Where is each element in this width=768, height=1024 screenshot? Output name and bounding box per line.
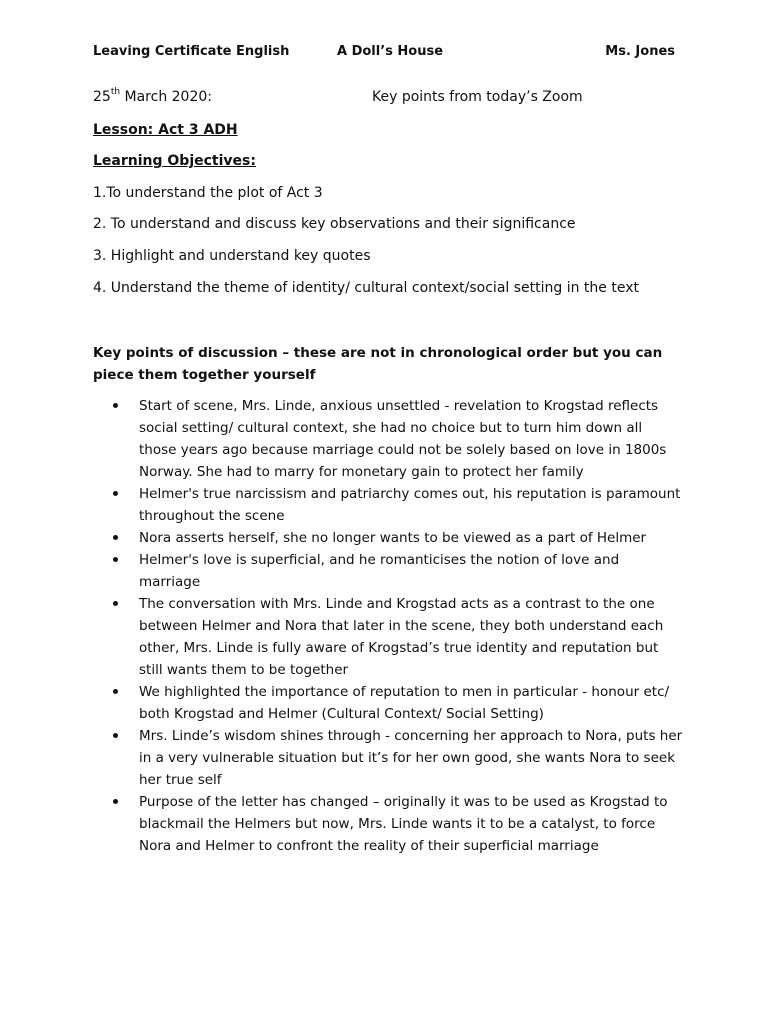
objective-item: 1.To understand the plot of Act 3	[93, 185, 323, 201]
date-day: 25	[93, 89, 111, 105]
objective-item: 3. Highlight and understand key quotes	[93, 248, 371, 264]
point-text: Nora asserts herself, she no longer wants to be viewed as a part of Helmer	[139, 530, 647, 546]
point-text: Start of scene, Mrs. Linde, anxious unsettled - revelation to Krogstad reflects social setting/ cultural context, she had no choice but to turn him down all those years ago because marriage could not be solely based on love in 1800s Norway. She had to marry for monetary gain to protect her family	[139, 398, 667, 480]
bullet-icon	[113, 557, 118, 562]
point-text: The conversation with Mrs. Linde and Krogstad acts as a contrast to the one between Helmer and Nora that later in the scene, they both understand each other, Mrs. Linde is fully aware of Krogstad’s true identity and reputation but still wants them to be together	[139, 596, 664, 678]
discussion-point	[93, 593, 683, 681]
course-title: Leaving Certificate English	[93, 44, 290, 59]
bullet-icon	[113, 403, 118, 408]
date-suffix: th	[110, 87, 121, 97]
discussion-point	[93, 527, 683, 549]
discussion-point	[93, 395, 683, 483]
discussion-point	[93, 483, 683, 527]
objective-item: 4. Understand the theme of identity/ cultural context/social setting in the text	[93, 280, 639, 296]
date-row	[93, 89, 593, 109]
point-text: We highlighted the importance of reputation to men in particular - honour etc/ both Krogstad and Helmer (Cultural Context/ Social Setting)	[139, 684, 670, 722]
discussion-points	[93, 395, 683, 857]
point-text: Helmer's true narcissism and patriarchy comes out, his reputation is paramount throughout the scene	[139, 486, 681, 524]
bullet-icon	[113, 799, 118, 804]
lesson-date	[93, 89, 212, 105]
discussion-point	[93, 681, 683, 725]
discussion-heading: Key points of discussion – these are not in chronological order but you can piece them together yourself	[93, 345, 663, 383]
bullet-icon	[113, 733, 118, 738]
discussion-point	[93, 549, 683, 593]
point-text: Helmer's love is superficial, and he romanticises the notion of love and marriage	[139, 552, 620, 590]
objectives-heading: Learning Objectives:	[93, 153, 256, 169]
bullet-icon	[113, 689, 118, 694]
lesson-title: Lesson: Act 3 ADH	[93, 122, 238, 138]
point-text: Purpose of the letter has changed – originally it was to be used as Krogstad to blackmail the Helmers but now, Mrs. Linde wants it to be a catalyst, to force Nora and Helmer to confront the reality of their superficial marriage	[139, 794, 668, 854]
discussion-point	[93, 791, 683, 857]
point-text: Mrs. Linde’s wisdom shines through - concerning her approach to Nora, puts her in a very vulnerable situation but it’s for her own good, she wants Nora to seek her true self	[139, 728, 683, 788]
objective-item: 2. To understand and discuss key observations and their significance	[93, 216, 576, 232]
discussion-point	[93, 725, 683, 791]
play-title: A Doll’s House	[337, 44, 444, 59]
bullet-icon	[113, 491, 118, 496]
bullet-icon	[113, 535, 118, 540]
bullet-icon	[113, 601, 118, 606]
zoom-note: Key points from today’s Zoom	[372, 89, 583, 105]
teacher-name: Ms. Jones	[605, 44, 675, 59]
page-header	[93, 44, 675, 64]
date-rest: March 2020:	[120, 89, 212, 105]
